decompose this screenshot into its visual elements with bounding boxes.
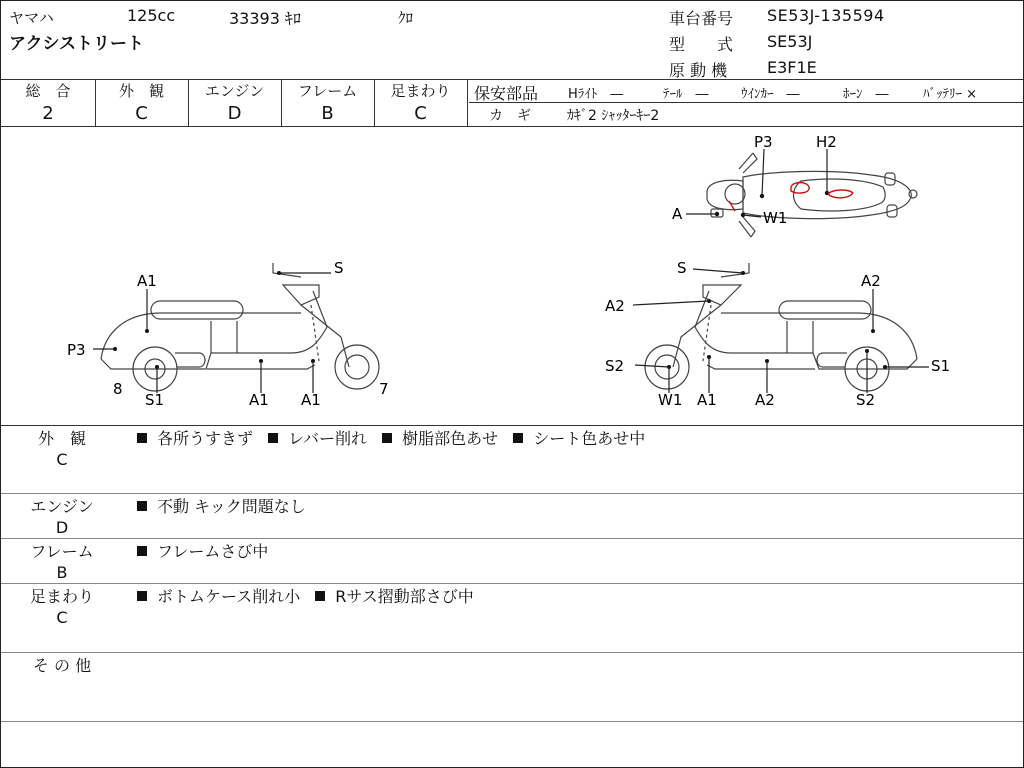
- bullet-icon: [137, 591, 147, 601]
- section-exterior-notes: [137, 428, 655, 449]
- divider: [467, 79, 468, 126]
- label-a1: A1: [697, 391, 717, 409]
- divider: [1, 425, 1023, 426]
- type-label: 型 式: [669, 35, 734, 54]
- grade-label: フレーム: [297, 82, 358, 100]
- section-title: エンジン: [30, 497, 94, 516]
- label-a2: A2: [605, 297, 625, 315]
- key-value: ｶｷﾞ2 ｼｬｯﾀｰｷｰ2: [567, 108, 660, 124]
- bullet-icon: [315, 591, 325, 601]
- color: ｸﾛ: [398, 9, 414, 27]
- label-a1: A1: [137, 272, 157, 290]
- note-item: シート色あせ中: [533, 429, 646, 448]
- safety-label: 保安部品: [474, 84, 539, 103]
- label-a1: A1: [301, 391, 321, 409]
- damage-mark: [729, 183, 853, 212]
- label-8: 8: [113, 380, 123, 398]
- note-item: ボトムケース削れ小: [157, 587, 301, 606]
- bullet-icon: [137, 433, 147, 443]
- section-grade: D: [55, 518, 69, 537]
- note-item: レバー削れ: [288, 429, 367, 448]
- grade-value: D: [227, 103, 242, 124]
- label-w1: W1: [763, 209, 788, 227]
- divider: [1, 493, 1023, 494]
- right-view: [633, 263, 929, 393]
- safety-item-headlight: Hﾗｲﾄ ―: [568, 87, 624, 102]
- divider: [469, 102, 1023, 103]
- divider: [1, 538, 1023, 539]
- note-item: Rサス摺動部さび中: [335, 587, 474, 606]
- bullet-icon: [513, 433, 523, 443]
- note-item: 樹脂部色あせ: [402, 429, 499, 448]
- section-title: フレーム: [30, 542, 94, 561]
- label-a2: A2: [755, 391, 775, 409]
- label-p3: P3: [754, 133, 773, 151]
- section-suspension-notes: [137, 586, 484, 607]
- bullet-icon: [268, 433, 278, 443]
- bullet-icon: [382, 433, 392, 443]
- model-name: アクシストリート: [9, 34, 144, 54]
- section-frame-notes: [137, 541, 278, 562]
- label-p3: P3: [67, 341, 86, 359]
- label-a: A: [672, 205, 683, 223]
- label-w1: W1: [658, 391, 683, 409]
- displacement: 125cc: [127, 6, 176, 25]
- key-label: カ ギ: [489, 108, 531, 124]
- type-value: SE53J: [767, 32, 813, 51]
- safety-item-battery: ﾊﾞｯﾃﾘｰ ×: [923, 87, 978, 102]
- grade-overall: [1, 81, 95, 126]
- grade-value: C: [135, 103, 148, 124]
- frame-no-value: SE53J-135594: [767, 6, 885, 25]
- section-title: 足まわり: [29, 587, 94, 606]
- grade-engine: [188, 81, 281, 126]
- grade-suspension: [374, 81, 467, 126]
- section-grade: B: [56, 563, 68, 582]
- grade-label: 外 観: [118, 82, 164, 100]
- grade-value: C: [414, 103, 427, 124]
- section-grade: C: [56, 608, 68, 627]
- grade-value: 2: [42, 103, 54, 124]
- divider: [1, 583, 1023, 584]
- damage-diagram: [1, 127, 1023, 425]
- grade-value: B: [321, 103, 334, 124]
- engine-label: 原 動 機: [669, 61, 728, 80]
- section-suspension-title: [25, 586, 99, 628]
- grade-label: エンジン: [204, 82, 265, 100]
- grade-exterior: [95, 81, 188, 126]
- section-title: そ の 他: [32, 656, 92, 675]
- section-grade: C: [56, 450, 68, 469]
- section-frame-title: [25, 541, 99, 583]
- label-7: 7: [379, 380, 389, 398]
- section-engine-notes: [137, 496, 316, 517]
- divider: [1, 652, 1023, 653]
- section-title: 外 観: [37, 429, 86, 448]
- label-a1: A1: [249, 391, 269, 409]
- note-item: 各所うすきず: [157, 429, 254, 448]
- section-exterior-title: [25, 428, 99, 470]
- frame-no-label: 車台番号: [669, 9, 734, 28]
- safety-item-horn: ﾎｰﾝ ―: [843, 87, 889, 102]
- grade-label: 足まわり: [390, 82, 451, 100]
- label-s1: S1: [931, 357, 951, 375]
- bullet-icon: [137, 501, 147, 511]
- note-item: フレームさび中: [157, 542, 269, 561]
- label-h2: H2: [816, 133, 837, 151]
- left-view: [93, 263, 379, 393]
- label-s2: S2: [605, 357, 625, 375]
- section-other-title: [25, 655, 99, 676]
- label-s1: S1: [145, 391, 165, 409]
- label-s: S: [677, 259, 687, 277]
- label-s2: S2: [856, 391, 876, 409]
- grade-frame: [281, 81, 374, 126]
- note-item: 不動 キック問題なし: [157, 497, 306, 516]
- engine-value: E3F1E: [767, 58, 817, 77]
- divider: [1, 79, 1023, 80]
- bullet-icon: [137, 546, 147, 556]
- safety-item-taillight: ﾃｰﾙ ―: [663, 87, 709, 102]
- divider: [1, 721, 1023, 722]
- mileage: 33393 ｷﾛ: [229, 9, 301, 28]
- safety-item-winker: ｳｲﾝｶｰ ―: [741, 87, 800, 102]
- grade-label: 総 合: [25, 82, 71, 100]
- label-a2: A2: [861, 272, 881, 290]
- label-s: S: [334, 259, 344, 277]
- maker: ヤマハ: [9, 9, 54, 27]
- section-engine-title: [25, 496, 99, 538]
